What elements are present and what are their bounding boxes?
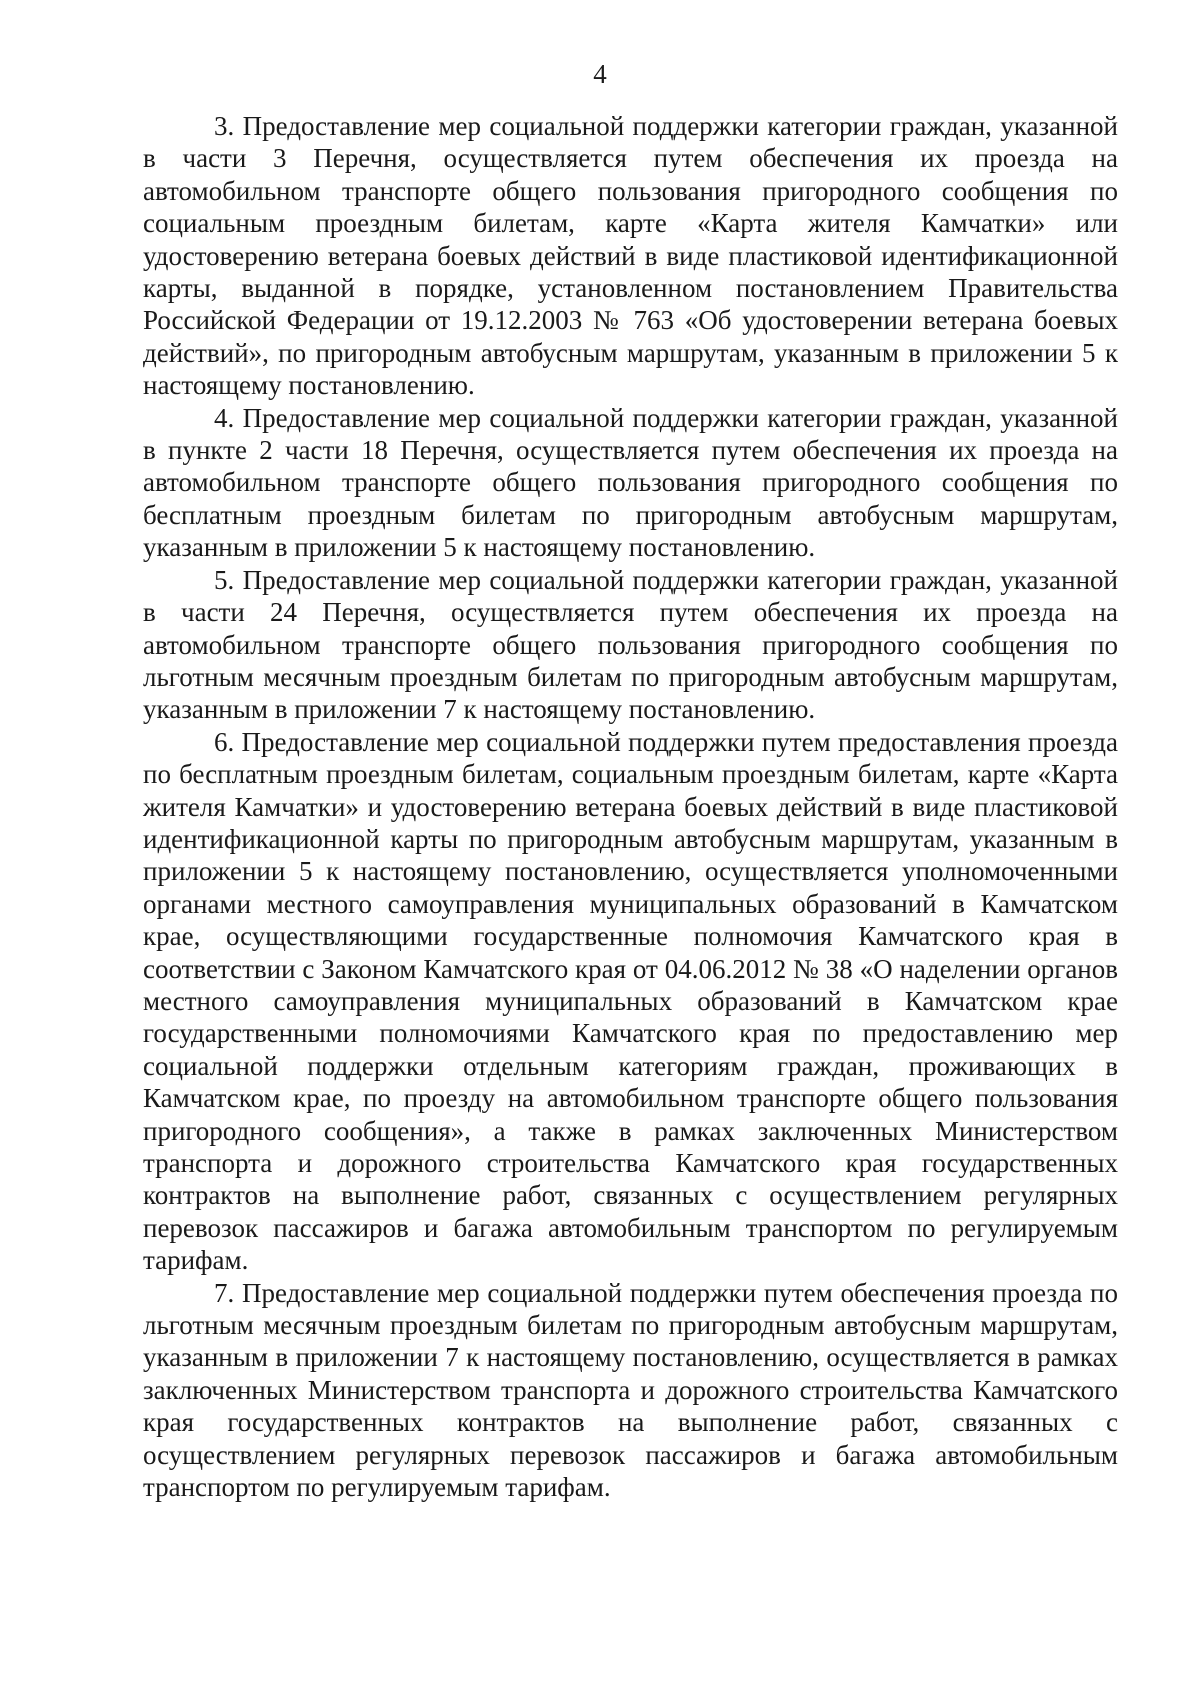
paragraph-4: 4. Предоставление мер социальной поддержки категории граждан, указанной в пункте 2 части 18 Перечня, осуществляется путем обеспечения их проезда на автомобильном транспорте общего пользования пригородного сообщения по бесплатным проездным билетам по пригородным автобусным маршрутам, указанным в приложении 5 к настоящему постановлению. — [143, 402, 1118, 563]
paragraph-3: 3. Предоставление мер социальной поддержки категории граждан, указанной в части 3 Перечня, осуществляется путем обеспечения их проезда на автомобильном транспорте общего пользования пригородного сообщения по социальным проездным билетам, карте «Карта жителя Камчатки» или удостоверению ветерана боевых действий в виде пластиковой идентификационной карты, выданной в порядке, установленном постановлением Правительства Российской Федерации от 19.12.2003 № 763 «Об удостоверении ветерана боевых действий», по пригородным автобусным маршрутам, указанным в приложении 5 к настоящему постановлению. — [143, 111, 1118, 401]
paragraph-6: 6. Предоставление мер социальной поддержки путем предоставления проезда по бесплатным проездным билетам, социальным проездным билетам, карте «Карта жителя Камчатки» и удостоверению ветерана боевых действий в виде пластиковой идентификационной карты по пригородным автобусным маршрутам, указанным в приложении 5 к настоящему постановлению, осуществляется уполномоченными органами местного самоуправления муниципальных образований в Камчатском крае, осуществляющими государственные полномочия Камчатского края в соответствии с Законом Камчатского края от 04.06.2012 № 38 «О наделении органов местного самоуправления муниципальных образований в Камчатском крае государственными полномочиями Камчатского края по предоставлению мер социальной поддержки отдельным категориям граждан, проживающих в Камчатском крае, по проезду на автомобильном транспорте общего пользования пригородного сообщения», а также в рамках заключенных Министерством транспорта и дорожного строительства Камчатского края государственных контрактов на выполнение работ, связанных с осуществлением регулярных перевозок пассажиров и багажа автомобильным транспортом по регулируемым тарифам. — [143, 726, 1118, 1276]
page-number: 4 — [593, 59, 607, 89]
document-body — [143, 110, 1118, 1503]
paragraph-7: 7. Предоставление мер социальной поддержки путем обеспечения проезда по льготным месячным проездным билетам по пригородным автобусным маршрутам, указанным в приложении 7 к настоящему постановлению, осуществляется в рамках заключенных Министерством транспорта и дорожного строительства Камчатского края государственных контрактов на выполнение работ, связанных с осуществлением регулярных перевозок пассажиров и багажа автомобильным транспортом по регулируемым тарифам. — [143, 1277, 1118, 1503]
paragraph-5: 5. Предоставление мер социальной поддержки категории граждан, указанной в части 24 Перечня, осуществляется путем обеспечения их проезда на автомобильном транспорте общего пользования пригородного сообщения по льготным месячным проездным билетам по пригородным автобусным маршрутам, указанным в приложении 7 к настоящему постановлению. — [143, 564, 1118, 725]
